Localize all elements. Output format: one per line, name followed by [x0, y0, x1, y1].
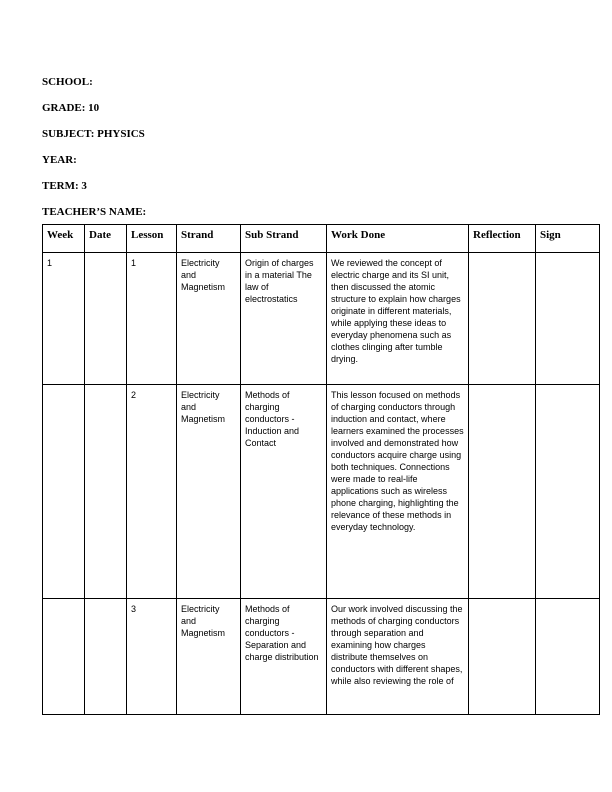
col-header-strand: Strand — [177, 225, 241, 253]
table-row — [43, 385, 600, 599]
grade-label: GRADE: 10 — [42, 102, 100, 114]
table-header-row — [43, 225, 600, 253]
col-header-lesson: Lesson — [127, 225, 177, 253]
col-header-work-done: Work Done — [327, 225, 469, 253]
sign-cell — [536, 253, 600, 385]
reflection-cell — [469, 253, 536, 385]
table-row — [43, 253, 600, 385]
lesson-log-table — [42, 224, 600, 715]
school-label: SCHOOL: — [42, 76, 93, 88]
date-cell — [85, 253, 127, 385]
work-done-cell: This lesson focused on methods of charging conductors through induction and contact, where learners examined the processes involved and demonstrated how conductors acquire charge using both techniques. Connections were made to real-life applications such as wireless phone charging, highlighting the relevance of these methods in everyday technology. — [327, 385, 469, 599]
col-header-week: Week — [43, 225, 85, 253]
work-done-cell: We reviewed the concept of electric charge and its SI unit, then discussed the atomic structure to explain how charges originate in different materials, while applying these ideas to everyday phenomena such as clothes clinging after tumble drying. — [327, 253, 469, 385]
col-header-sign: Sign — [536, 225, 600, 253]
date-cell — [85, 599, 127, 715]
date-cell — [85, 385, 127, 599]
week-cell: 1 — [43, 253, 85, 385]
sign-cell — [536, 385, 600, 599]
sub-strand-cell: Methods of charging conductors - Induction and Contact — [241, 385, 327, 599]
sub-strand-cell: Methods of charging conductors - Separation and charge distribution — [241, 599, 327, 715]
week-cell — [43, 385, 85, 599]
lesson-cell: 1 — [127, 253, 177, 385]
col-header-sub-strand: Sub Strand — [241, 225, 327, 253]
lesson-cell: 2 — [127, 385, 177, 599]
sign-cell — [536, 599, 600, 715]
week-cell — [43, 599, 85, 715]
col-header-date: Date — [85, 225, 127, 253]
work-done-cell: Our work involved discussing the methods of charging conductors through separation and examining how charges distribute themselves on conductors with different shapes, while also reviewing the role of — [327, 599, 469, 715]
reflection-cell — [469, 599, 536, 715]
table-row — [43, 599, 600, 715]
sub-strand-cell: Origin of charges in a material The law of electrostatics — [241, 253, 327, 385]
subject-label: SUBJECT: PHYSICS — [42, 128, 145, 140]
col-header-reflection: Reflection — [469, 225, 536, 253]
term-label: TERM: 3 — [42, 180, 87, 192]
strand-cell: Electricity and Magnetism — [177, 599, 241, 715]
year-label: YEAR: — [42, 154, 77, 166]
strand-cell: Electricity and Magnetism — [177, 253, 241, 385]
lesson-cell: 3 — [127, 599, 177, 715]
teacher-name-label: TEACHER’S NAME: — [42, 206, 147, 218]
reflection-cell — [469, 385, 536, 599]
strand-cell: Electricity and Magnetism — [177, 385, 241, 599]
